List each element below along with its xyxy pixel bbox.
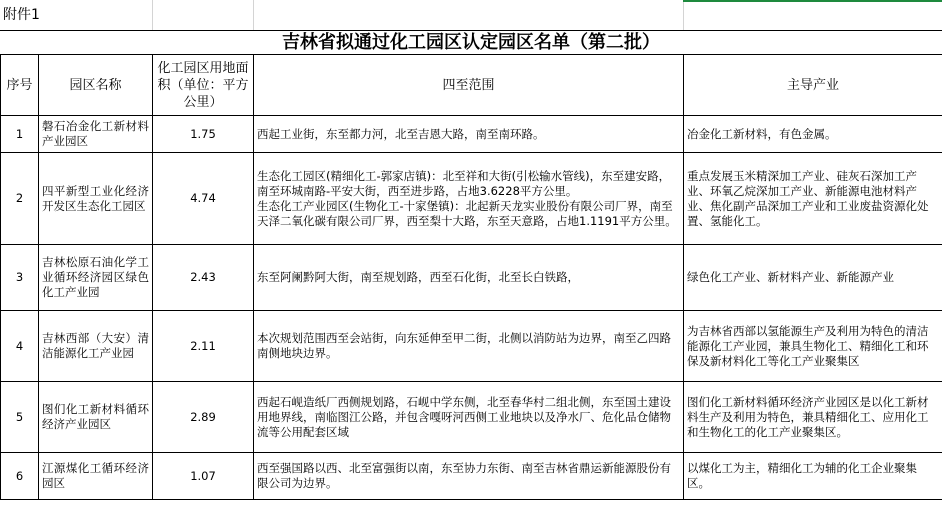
cell-area[interactable]: 1.07 [153, 453, 254, 500]
cell-area[interactable]: 2.43 [153, 245, 254, 311]
cell-park-name[interactable]: 图们化工新材料循环经济产业园区 [39, 382, 153, 453]
scope-line: 生态化工园区(精细化工-郭家店镇)：北至祥和大街(引松输水管线)，东至建安路，南至环城南路-平安大街，西至进步路，占地3.6228平方公里。 [257, 168, 671, 198]
scope-text [257, 331, 680, 361]
cell-scope[interactable] [254, 453, 684, 500]
table-row [1, 153, 942, 245]
scope-text [257, 461, 680, 491]
cell-area[interactable]: 2.11 [153, 311, 254, 382]
cell-industry[interactable]: 绿色化工产业、新材料产业、新能源产业 [684, 245, 942, 311]
table-row [1, 311, 942, 382]
cell-scope[interactable] [254, 153, 684, 245]
cell-industry[interactable]: 图们化工新材料循环经济产业园区是以化工新材料生产及利用为特色，兼具精细化工、应用化工和生物化工的化工产业聚集区。 [684, 382, 942, 453]
cell-no[interactable]: 1 [1, 116, 39, 153]
header-row [1, 55, 942, 116]
cell-scope[interactable] [254, 382, 684, 453]
gridline [253, 0, 254, 30]
sheet-title[interactable]: 吉林省拟通过化工园区认定园区名单（第二批） [0, 30, 942, 54]
scope-text [257, 270, 680, 285]
cell-park-name[interactable]: 吉林西部（大安）清洁能源化工产业园 [39, 311, 153, 382]
header-area[interactable]: 化工园区用地面积（单位：平方公里） [153, 55, 254, 116]
cell-park-name[interactable]: 江源煤化工循环经济园区 [39, 453, 153, 500]
cell-area[interactable]: 2.89 [153, 382, 254, 453]
parks-table [0, 54, 942, 500]
cell-industry[interactable]: 重点发展玉米精深加工产业、硅灰石深加工产业、环氧乙烷深加工产业、新能源电池材料产业、焦化副产品深加工产业和工业废盐资源化处置、氢能化工。 [684, 153, 942, 245]
header-no[interactable]: 序号 [1, 55, 39, 116]
scope-line: 本次规划范围西至会站街，向东延伸至甲二街，北侧以消防站为边界，南至乙四路南侧地块边界。 [257, 331, 671, 360]
cell-industry[interactable]: 冶金化工新材料，有色金属。 [684, 116, 942, 153]
table-row [1, 382, 942, 453]
scope-text [257, 169, 680, 229]
table-row [1, 453, 942, 500]
cell-no[interactable]: 2 [1, 153, 39, 245]
scope-line: 东至阿阑黔阿大街，南至规划路，西至石化街，北至长白铁路， [257, 270, 579, 284]
gridline [683, 0, 684, 30]
selected-cell-border [683, 0, 942, 2]
cell-industry[interactable]: 以煤化工为主，精细化工为辅的化工企业聚集区。 [684, 453, 942, 500]
cell-scope[interactable] [254, 311, 684, 382]
scope-line: 西至强国路以西、北至富强街以南，东至协力东街、南至吉林省鼎运新能源股份有限公司为边界。 [257, 461, 671, 490]
cell-park-name[interactable]: 四平新型工业化经济开发区生态化工园区 [39, 153, 153, 245]
cell-park-name[interactable]: 吉林松原石油化学工业循环经济园区绿色化工产业园 [39, 245, 153, 311]
scope-text [257, 395, 680, 440]
table-body [1, 116, 942, 500]
scope-text [257, 127, 680, 142]
cell-industry[interactable]: 为吉林省西部以氢能源生产及利用为特色的清洁能源化工产业园，兼具生物化工、精细化工和环保及新材料化工等化工产业聚集区 [684, 311, 942, 382]
cell-scope[interactable] [254, 245, 684, 311]
scope-line: 西起工业街，东至都力河，北至吉恩大路，南至南环路。 [257, 126, 545, 141]
attachment-label[interactable]: 附件1 [3, 7, 40, 23]
cell-no[interactable]: 4 [1, 311, 39, 382]
cell-no[interactable]: 5 [1, 382, 39, 453]
cell-park-name[interactable]: 磐石冶金化工新材料产业园区 [39, 116, 153, 153]
cell-area[interactable]: 4.74 [153, 153, 254, 245]
table-row [1, 116, 942, 153]
header-scope[interactable]: 四至范围 [254, 55, 684, 116]
gridline [152, 0, 153, 30]
header-industry[interactable]: 主导产业 [684, 55, 942, 116]
attachment-row [0, 0, 942, 31]
header-name[interactable]: 园区名称 [39, 55, 153, 116]
cell-no[interactable]: 6 [1, 453, 39, 500]
cell-scope[interactable] [254, 116, 684, 153]
scope-line: 生态化工产业园区(生物化工-十家堡镇)：北起新天龙实业股份有限公司厂界，南至天泽二氧化碳有限公司厂界，西至梨十大路，东至天意路，占地1.1191平方公里。 [257, 198, 677, 228]
cell-no[interactable]: 3 [1, 245, 39, 311]
scope-line: 西起石岘造纸厂西侧规划路，石岘中学东侧，北至春华村二组北侧，东至国土建设用地界线，南临图江公路，并包含嘎呀河西侧工业地块以及净水厂、危化品仓储物流等公用配套区域 [257, 394, 671, 439]
table-row [1, 245, 942, 311]
cell-area[interactable]: 1.75 [153, 116, 254, 153]
